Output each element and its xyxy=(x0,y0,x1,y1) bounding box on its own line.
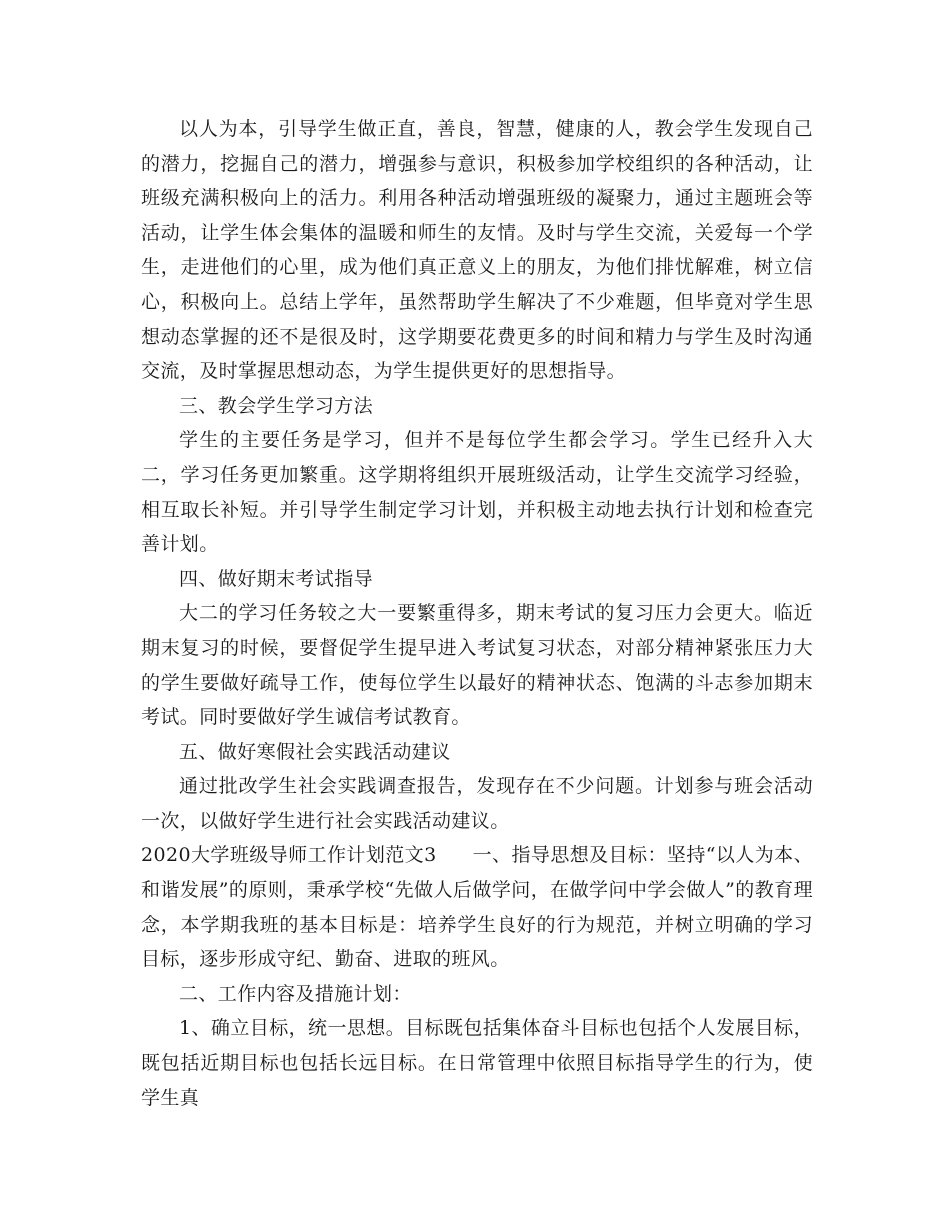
paragraph-plan-3 xyxy=(141,838,813,976)
paragraph-set-goals: 1、确立目标，统一思想。目标既包括集体奋斗目标也包括个人发展目标，既包括近期目标也包括长远目标。在日常管理中依照目标指导学生的行为，使学生真 xyxy=(141,1017,813,1109)
plan-3-title: 2020大学班级导师工作计划范文3 xyxy=(141,844,437,867)
paragraph-student-guidance: 以人为本，引导学生做正直，善良，智慧，健康的人，教会学生发现自己的潜力，挖掘自己的潜力，增强参与意识，积极参加学校组织的各种活动，让班级充满积极向上的活力。利用各种活动增强班级的凝聚力，通过主题班会等活动，让学生体会集体的温暖和师生的友情。及时与学生交流，关爱每一个学生，走进他们的心里，成为他们真正意义上的朋友，为他们排忧解难，树立信心，积极向上。总结上学年，虽然帮助学生解决了不少难题，但毕竟对学生思想动态掌握的还不是很及时，这学期要花费更多的时间和精力与学生及时沟通交流，及时掌握思想动态，为学生提供更好的思想指导。 xyxy=(141,118,813,383)
heading-final-exam: 四、做好期末考试指导 xyxy=(179,567,374,590)
document-body xyxy=(141,112,813,1115)
paragraph-final-exam: 大二的学习任务较之大一要繁重得多，期末考试的复习压力会更大。临近期末复习的时候，要督促学生提早进入考试复习状态，对部分精神紧张压力大的学生要做好疏导工作，使每位学生以最好的精神状态、饱满的斗志参加期末考试。同时要做好学生诚信考试教育。 xyxy=(141,602,813,729)
paragraph-winter-practice: 通过批改学生社会实践调查报告，发现存在不少问题。计划参与班会活动一次，以做好学生进行社会实践活动建议。 xyxy=(141,775,813,832)
paragraph-study-methods: 学生的主要任务是学习，但并不是每位学生都会学习。学生已经升入大二，学习任务更加繁重。这学期将组织开展班级活动，让学生交流学习经验，相互取长补短。并引导学生制定学习计划，并积极主动地去执行计划和检查完善计划。 xyxy=(141,429,813,556)
heading-winter-practice: 五、做好寒假社会实践活动建议 xyxy=(179,740,451,763)
heading-study-methods: 三、教会学生学习方法 xyxy=(179,394,374,417)
plan-3-guiding-ideas: 一、指导思想及目标：坚持“以人为本、和谐发展”的原则，秉承学校“先做人后做学问，在做学问中学会做人”的教育理念，本学期我班的基本目标是：培养学生良好的行为规范，并树立明确的学习目标，逐步形成守纪、勤奋、进取的班风。 xyxy=(141,844,813,971)
heading-work-content: 二、工作内容及措施计划： xyxy=(179,982,412,1005)
